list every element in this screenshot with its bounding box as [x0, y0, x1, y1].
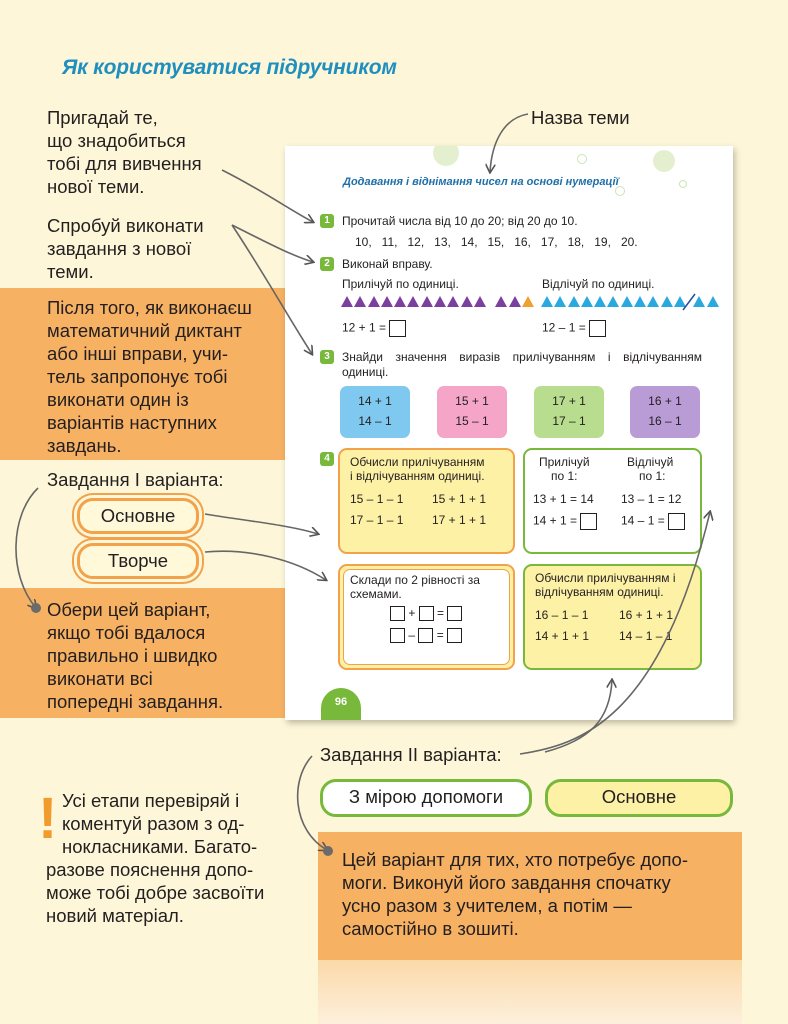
equals-sign: = — [437, 606, 445, 620]
try-new-line: завдання з нової — [47, 238, 192, 259]
arrow-dot — [323, 846, 333, 856]
after-dictation-line: математичний диктант — [47, 320, 242, 341]
panel4-title-line2: відлічуванням одиниці. — [535, 585, 664, 599]
variant2-desc-line: усно разом з учителем, а потім — — [342, 895, 632, 916]
after-dictation-line: або інші вправи, учи- — [47, 343, 228, 364]
choose-variant-line: Обери цей варіант, — [47, 599, 211, 620]
equals-sign: = — [436, 628, 444, 642]
task3-text-line1: Знайди значення виразів прилічуванням і відлічуванням — [342, 350, 702, 364]
task2-text: Виконай вправу. — [342, 257, 433, 271]
task-number-badge: 1 — [320, 214, 334, 228]
plus-sign: + — [408, 606, 416, 620]
page-topic-title: Додавання і віднімання чисел на основі нумерації — [343, 176, 619, 188]
choose-variant-line: виконати всі — [47, 668, 153, 689]
panel1-expr: 17 – 1 – 1 — [350, 513, 404, 527]
panel1-title-line2: і відлічуванням одиниці. — [350, 469, 485, 483]
card-expr-b: 16 – 1 — [648, 414, 682, 428]
arrow-variant1-main — [205, 514, 318, 534]
minus-sign: – — [408, 628, 416, 642]
card-expr-a: 15 + 1 — [455, 394, 489, 408]
panel2-header: по 1: — [551, 469, 578, 483]
panel2-expr: 13 + 1 = 14 — [533, 492, 594, 506]
check-note-line: разове пояснення допо- — [46, 859, 254, 880]
task2-left-expr-text: 12 + 1 = — [342, 320, 387, 335]
variant2-desc-line: Цей варіант для тих, хто потребує допо- — [342, 849, 689, 870]
task3-text-line2: одиниці. — [342, 365, 389, 379]
panel4-expr: 14 + 1 + 1 — [535, 629, 590, 643]
variant1-label: Завдання І варіанта: — [47, 469, 224, 490]
after-dictation-line: виконати один із — [47, 389, 189, 410]
task2-right-expr-text: 12 – 1 = — [542, 320, 586, 335]
panel1-expr: 15 – 1 – 1 — [350, 492, 404, 506]
exclamation-icon: ! — [38, 786, 58, 851]
after-dictation-line: варіантів наступних — [47, 412, 217, 433]
remember-line: тобі для вивчення — [47, 153, 202, 174]
panel4-title-line1: Обчисли прилічуванням і — [535, 571, 676, 585]
remember-line: нової теми. — [47, 176, 145, 197]
arrow-variant2-help — [520, 512, 710, 754]
variant2-main-button[interactable]: Основне — [545, 779, 733, 817]
panel2-header: по 1: — [639, 469, 666, 483]
card-expr-b: 15 – 1 — [455, 414, 489, 428]
panel4-expr: 16 + 1 + 1 — [619, 608, 674, 622]
variant2-help-button[interactable]: З мірою допомоги — [320, 779, 532, 817]
card-expr-a: 14 + 1 — [358, 394, 392, 408]
panel4-expr: 14 – 1 – 1 — [619, 629, 673, 643]
arrow-topic — [490, 114, 528, 172]
arrow-remember — [222, 170, 313, 222]
card-expr-a: 17 + 1 — [552, 394, 586, 408]
panel1-expr: 15 + 1 + 1 — [432, 492, 487, 506]
panel2-expr: 13 – 1 = 12 — [621, 492, 682, 506]
card-expr-a: 16 + 1 — [648, 394, 682, 408]
task-number-badge: 2 — [320, 257, 334, 271]
task-number-badge: 3 — [320, 350, 334, 364]
task1-text: Прочитай числа від 10 до 20; від 20 до 10. — [342, 214, 578, 228]
page-title: Як користуватися підручником — [62, 56, 397, 79]
panel2-header: Відлічуй — [627, 455, 674, 469]
after-dictation-line: завдань. — [47, 435, 122, 456]
check-note-line: коментуй разом з од- — [62, 813, 245, 834]
task2-right-label: Відлічуй по одиниці. — [542, 277, 655, 291]
choose-variant-line: якщо тобі вдалося — [47, 622, 206, 643]
check-note-line: може тобі добре засвоїти — [46, 882, 265, 903]
task2-left-label: Прилічуй по одиниці. — [342, 277, 459, 291]
check-note-line: нокласниками. Багато- — [62, 836, 258, 857]
card-expr-b: 14 – 1 — [358, 414, 392, 428]
variant1-main-button[interactable]: Основне — [77, 498, 199, 534]
variant2-desc-line: самостійно в зошиті. — [342, 918, 519, 939]
page-number: 96 — [334, 696, 348, 708]
task-number-badge: 4 — [320, 452, 334, 466]
panel1-title-line1: Обчисли прилічуванням — [350, 455, 485, 469]
arrow-choose-variant — [16, 488, 38, 608]
task1-numbers: 10, 11, 12, 13, 14, 15, 16, 17, 18, 19, 20. — [355, 235, 638, 249]
panel4-expr: 16 – 1 – 1 — [535, 608, 589, 622]
check-note-line: Усі етапи перевіряй і — [62, 790, 240, 811]
check-note-line: новий матеріал. — [46, 905, 184, 926]
try-new-line: Спробуй виконати — [47, 215, 204, 236]
after-dictation-line: тель запропонує тобі — [47, 366, 228, 387]
try-new-line: теми. — [47, 261, 94, 282]
remember-line: Пригадай те, — [47, 107, 158, 128]
after-dictation-line: Після того, як виконаєш — [47, 297, 252, 318]
choose-variant-line: правильно і швидко — [47, 645, 218, 666]
panel3-title-line1: Склади по 2 рівності за — [350, 573, 480, 587]
choose-variant-line: попередні завдання. — [47, 691, 224, 712]
arrow-variant1-creative — [205, 551, 326, 580]
arrow-variant2-main — [545, 680, 612, 752]
topic-name-label: Назва теми — [531, 107, 630, 128]
card-expr-b: 17 – 1 — [552, 414, 586, 428]
panel1-expr: 17 + 1 + 1 — [432, 513, 487, 527]
arrow-dot — [31, 603, 41, 613]
arrow-variant2-desc — [298, 756, 327, 850]
variant2-desc-line: моги. Виконуй його завдання спочатку — [342, 872, 671, 893]
variant2-label: Завдання ІІ варіанта: — [320, 744, 502, 765]
variant1-creative-button[interactable]: Творче — [77, 543, 199, 579]
panel2-expr: 14 – 1 = — [621, 513, 665, 528]
panel3-title-line2: схемами. — [350, 587, 402, 601]
remember-line: що знадобиться — [47, 130, 186, 151]
panel2-expr: 14 + 1 = — [533, 513, 578, 528]
panel2-header: Прилічуй — [539, 455, 590, 469]
